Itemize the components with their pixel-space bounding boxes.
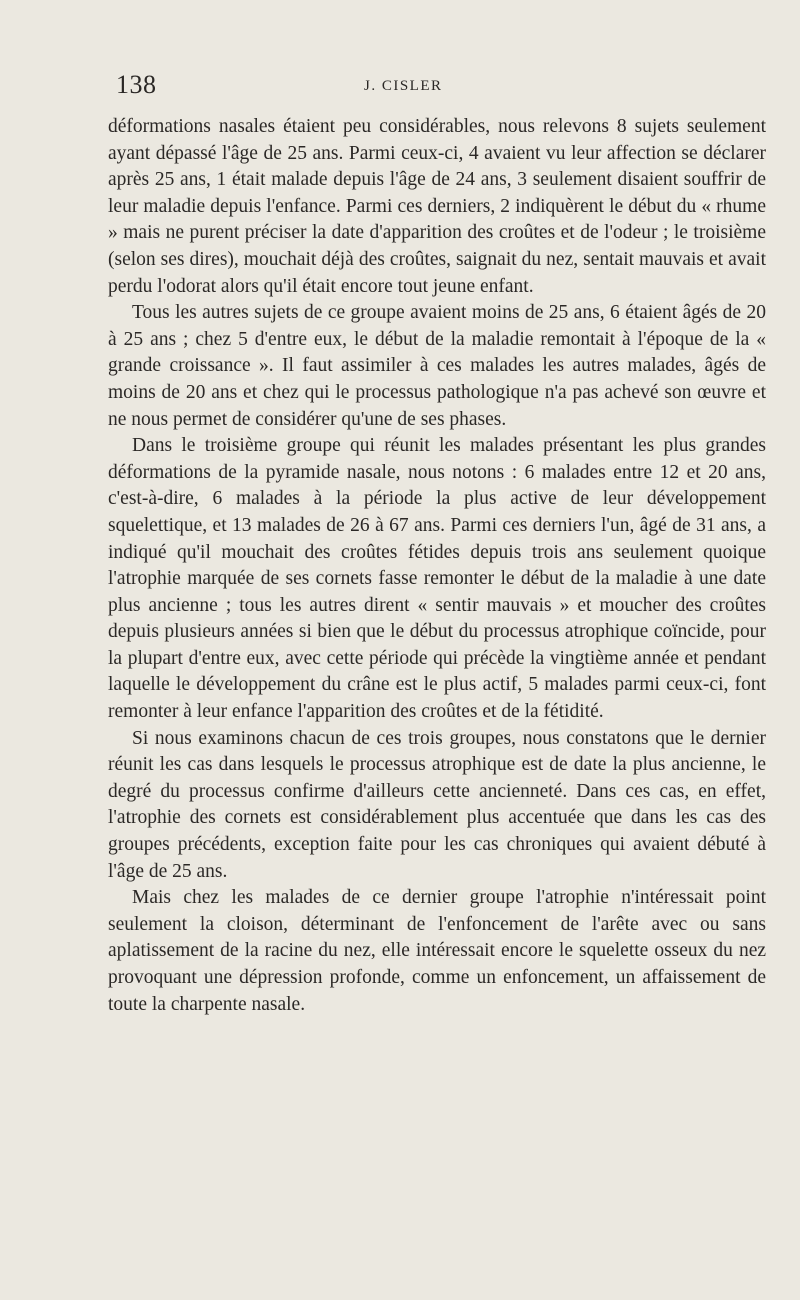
paragraph-2: Tous les autres sujets de ce groupe avaient moins de 25 ans, 6 étaient âgés de 20 à 25 ans ; chez 5 d'entre eux, le début de la maladie remontait à l'époque de la « grande croissance ». Il faut assimiler à ces malades les autres malades, âgés de moins de 20 ans et chez qui le processus pathologique n'a pas achevé son œuvre et ne nous permet de considérer qu'une de ses phases.	[108, 302, 766, 430]
body-text	[108, 114, 766, 1018]
paragraph-4: Si nous examinons chacun de ces trois groupes, nous constatons que le dernier réunit les cas dans lesquels le processus atrophique est de date la plus ancienne, le degré du processus confirme d'ailleurs cette ancienneté. Dans ces cas, en effet, l'atrophie des cornets est considérablement plus accentuée que dans les cas des groupes précédents, exception faite pour les cas chroniques qui avaient débuté à l'âge de 25 ans.	[108, 727, 766, 882]
running-head: J. CISLER	[364, 78, 443, 94]
page-header	[108, 70, 766, 104]
paragraph-5: Mais chez les malades de ce dernier groupe l'atrophie n'intéressait point seulement la cloison, déterminant de l'enfoncement de l'arête avec ou sans aplatissement de la racine du nez, elle intéressait encore le squelette osseux du nez provoquant une dépression profonde, comme un enfoncement, un affaissement de toute la charpente nasale.	[108, 887, 766, 1015]
page-number: 138	[116, 70, 157, 99]
paragraph-3: Dans le troisième groupe qui réunit les malades présentant les plus grandes déformations de la pyramide nasale, nous notons : 6 malades entre 12 et 20 ans, c'est-à-dire, 6 malades à la période la plus active de leur développement squelettique, et 13 malades de 26 à 67 ans. Parmi ces derniers l'un, âgé de 31 ans, a indiqué qu'il mouchait des croûtes fétides depuis trois ans seulement quoique l'atrophie marquée de ses cornets fasse remonter le début de la maladie à une date plus ancienne ; tous les autres dirent « sentir mauvais » et moucher des croûtes depuis plusieurs années si bien que le début du processus atrophique coïncide, pour la plupart d'entre eux, avec cette période qui précède la vingtième année et pendant laquelle le développement du crâne est le plus actif, 5 malades parmi ceux-ci, font remonter à leur enfance l'apparition des croûtes et de la fétidité.	[108, 435, 766, 723]
paragraph-1: déformations nasales étaient peu considérables, nous relevons 8 sujets seulement ayant dépassé l'âge de 25 ans. Parmi ceux-ci, 4 avaient vu leur affection se déclarer après 25 ans, 1 était malade depuis l'âge de 24 ans, 3 seulement disaient souffrir de leur maladie depuis l'enfance. Parmi ces derniers, 2 indiquèrent le début du « rhume » mais ne purent préciser la date d'apparition des croûtes et de l'odeur ; le troisième (selon ses dires), mouchait déjà des croûtes, saignait du nez, sentait mauvais et avait perdu l'odorat alors qu'il était encore tout jeune enfant.	[108, 116, 766, 297]
